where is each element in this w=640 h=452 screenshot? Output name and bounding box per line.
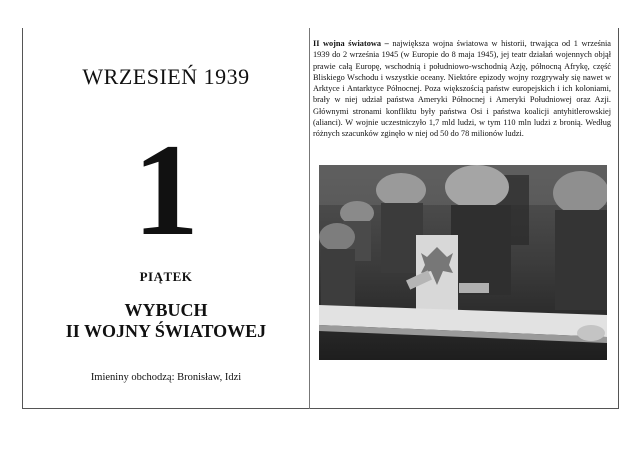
event-title <box>23 300 309 342</box>
event-title-line2: II WOJNY ŚWIATOWEJ <box>65 321 267 341</box>
month-year: WRZESIEŃ 1939 <box>82 64 250 89</box>
article-text <box>313 38 611 140</box>
nameday-text: Imieniny obchodzą: Bronisław, Idzi <box>90 372 242 383</box>
historical-photo <box>319 165 607 360</box>
day-number: 1 <box>133 116 199 263</box>
right-page <box>311 28 619 408</box>
article-body: największa wojna światowa w historii, trwająca od 1 września 1939 do 2 września 1945 (w Europie do 8 maja 1945), jej teatr działań wojennych objął prawie całą Europę, wschodnią i południowo-wschodnią Azję, północną Afrykę, część Bliskiego Wschodu i wszystkie oceany. Niektóre epizody wojny rozgrywały się nawet w Arktyce i Antarktyce Północnej. Poza większością państw europejskich i ich koloniami, brały w niej udział państwa Ameryki Północnej i Ameryki Południowej oraz Azji. Głównymi stronami konfliktu były państwa Osi i państwa koalicji antyhitlerowskiej (alianci). W wojnie uczestniczyło 1,7 mld ludzi, w tym 110 mln ludzi z bronią. Według różnych szacunków zginęło w niej od 50 do 78 milionów ludzi. <box>313 39 611 139</box>
page-divider <box>309 28 310 409</box>
weekday: PIĄTEK <box>139 269 193 284</box>
event-title-line1: WYBUCH <box>124 300 208 320</box>
article-lead: II wojna światowa – <box>313 39 389 48</box>
soldiers-photo-icon <box>319 165 607 360</box>
left-page <box>23 28 309 408</box>
